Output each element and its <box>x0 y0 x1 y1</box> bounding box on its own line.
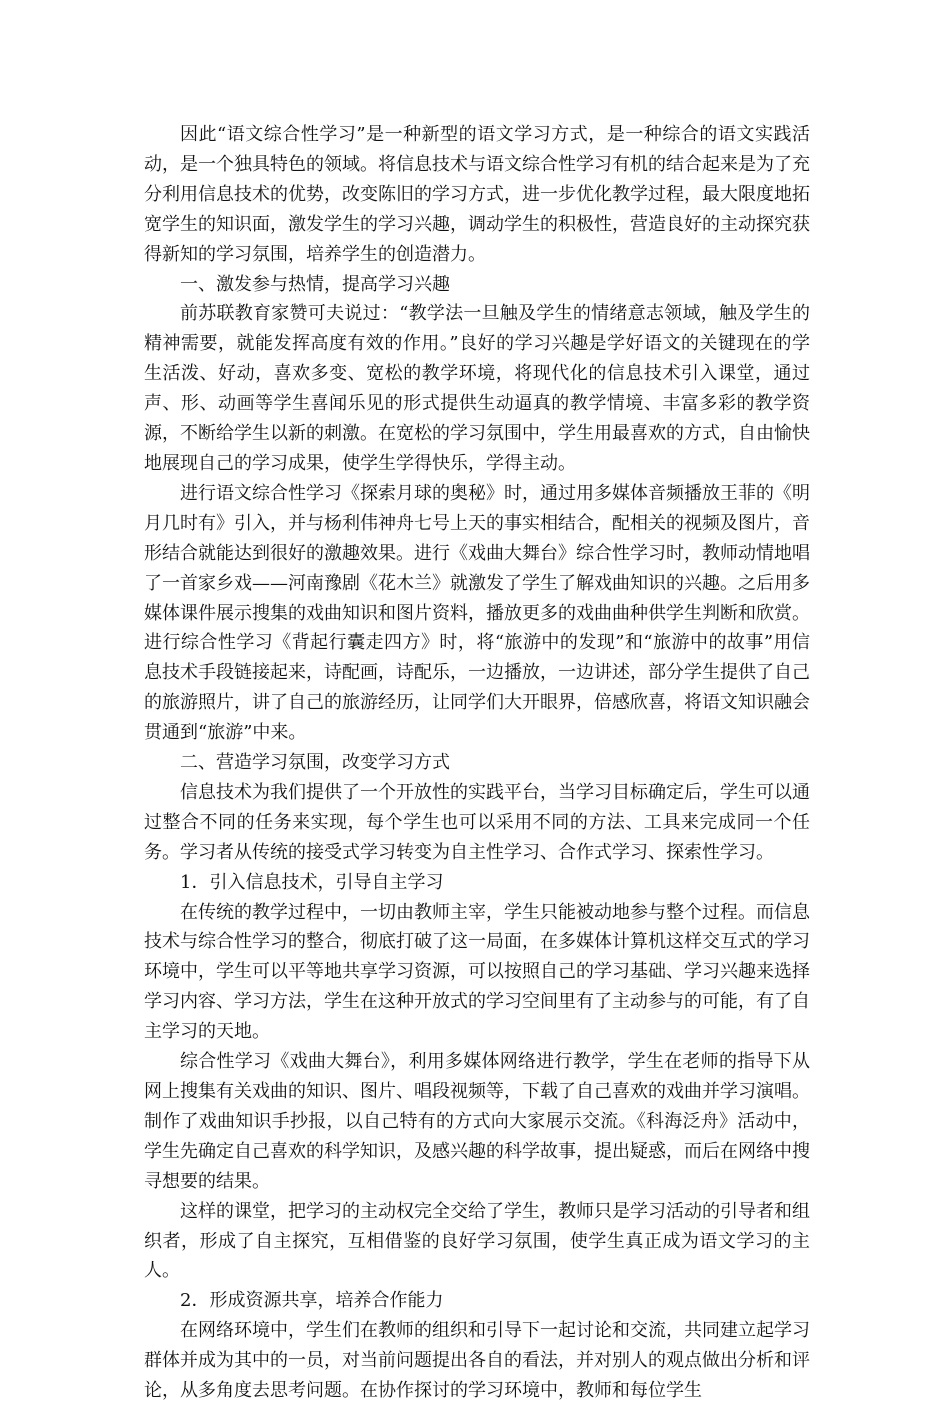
subsection-heading-2: 2．形成资源共享，培养合作能力 <box>180 1290 444 1312</box>
paragraph-examples-interest: 进行语文综合性学习《探索月球的奥秘》时，通过用多媒体音频播放王菲的《明月几时有》引入，并与杨利伟神舟七号上天的事实相结合，配相关的视频及图片，音形结合就能达到很好的激趣效果。进行《戏曲大舞台》综合性学习时，教师动情地唱了一首家乡戏——河南豫剧《花木兰》就激发了学生了解戏曲知识的兴趣。之后用多媒体课件展示搜集的戏曲知识和图片资料，播放更多的戏曲曲种供学生判断和欣赏。进行综合性学习《背起行囊走四方》时，将“旅游中的发现”和“旅游中的故事”用信息技术手段链接起来，诗配画，诗配乐，一边播放，一边讲述，部分学生提供了自己的旅游照片，讲了自己的旅游经历，让同学们大开眼界，倍感欣喜，将语文知识融会贯通到“旅游”中来。 <box>144 482 810 744</box>
paragraph-network-collaboration: 在网络环境中，学生们在教师的组织和引导下一起讨论和交流，共同建立起学习群体并成为其中的一员，对当前问题提出各自的看法，并对别人的观点做出分析和评论，从多角度去思考问题。在协作探讨的学习环境中，教师和每位学生 <box>144 1320 810 1402</box>
section-heading-1: 一、激发参与热情，提高学习兴趣 <box>180 273 450 295</box>
paragraph-classroom-ownership: 这样的课堂，把学习的主动权完全交给了学生，教师只是学习活动的引导者和组织者，形成了自主探究，互相借鉴的良好学习氛围，使学生真正成为语文学习的主人。 <box>144 1200 810 1282</box>
paragraph-opera-stage: 综合性学习《戏曲大舞台》，利用多媒体网络进行教学，学生在老师的指导下从网上搜集有关戏曲的知识、图片、唱段视频等，下载了自己喜欢的戏曲并学习演唱。制作了戏曲知识手抄报，以自己特有的方式向大家展示交流。《科海泛舟》活动中，学生先确定自己喜欢的科学知识，及感兴趣的科学故事，提出疑惑，而后在网络中搜寻想要的结果。 <box>144 1051 810 1192</box>
paragraph-zankov-quote: 前苏联教育家赞可夫说过：“教学法一旦触及学生的情绪意志领域，触及学生的精神需要，就能发挥高度有效的作用。”良好的学习兴趣是学好语文的关键现在的学生活泼、好动，喜欢多变、宽松的教学环境，将现代化的信息技术引入课堂，通过声、形、动画等学生喜闻乐见的形式提供生动逼真的教学情境、丰富多彩的教学资源，不断给学生以新的刺激。在宽松的学习氛围中，学生用最喜欢的方式，自由愉快地展现自己的学习成果，使学生学得快乐，学得主动。 <box>144 303 810 474</box>
subsection-heading-1: 1．引入信息技术，引导自主学习 <box>180 871 444 893</box>
paragraph-open-platform: 信息技术为我们提供了一个开放性的实践平台，当学习目标确定后，学生可以通过整合不同的任务来实现，每个学生也可以采用不同的方法、工具来完成同一个任务。学习者从传统的接受式学习转变为自主性学习、合作式学习、探索性学习。 <box>144 781 810 863</box>
section-heading-2: 二、营造学习氛围，改变学习方式 <box>180 752 450 774</box>
document-body <box>144 120 810 1406</box>
paragraph-traditional-teaching: 在传统的教学过程中，一切由教师主宰，学生只能被动地参与整个过程。而信息技术与综合性学习的整合，彻底打破了这一局面，在多媒体计算机这样交互式的学习环境中，学生可以平等地共享学习资源，可以按照自己的学习基础、学习兴趣来选择学习内容、学习方法，学生在这种开放式的学习空间里有了主动参与的可能，有了自主学习的天地。 <box>144 901 810 1043</box>
paragraph-intro: 因此“语文综合性学习”是一种新型的语文学习方式，是一种综合的语文实践活动，是一个独具特色的领域。将信息技术与语文综合性学习有机的结合起来是为了充分利用信息技术的优势，改变陈旧的学习方式，进一步优化教学过程，最大限度地拓宽学生的知识面，激发学生的学习兴趣，调动学生的积极性，营造良好的主动探究获得新知的学习氛围，培养学生的创造潜力。 <box>144 124 810 265</box>
